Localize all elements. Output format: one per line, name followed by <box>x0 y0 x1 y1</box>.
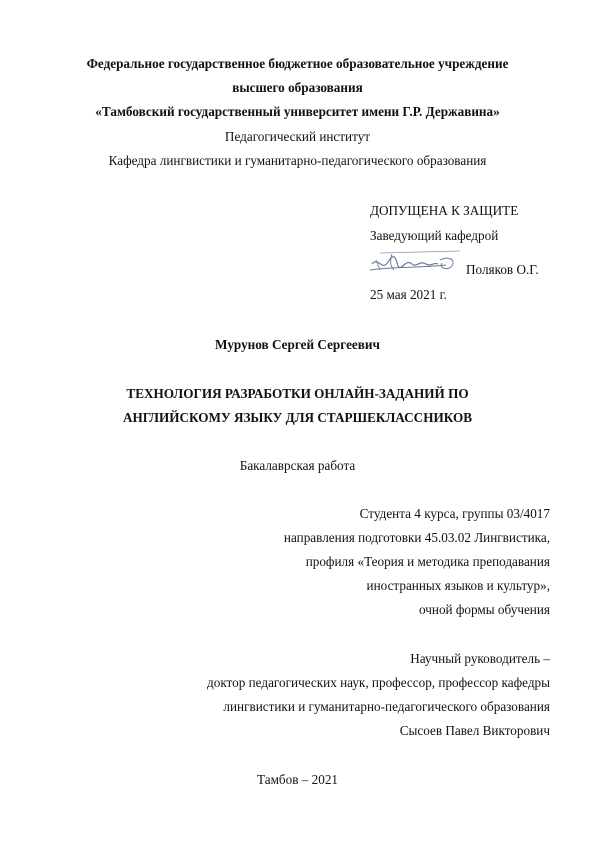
approval-date: 25 мая 2021 г. <box>370 287 447 302</box>
supervisor-line-2: доктор педагогических наук, профессор, профессор кафедры <box>207 675 550 690</box>
student-info-line-5: очной формы обучения <box>419 602 550 617</box>
handwritten-signature <box>368 250 464 278</box>
approval-signatory: Поляков О.Г. <box>466 262 539 277</box>
supervisor-name: Сысоев Павел Викторович <box>399 723 550 738</box>
institute-name: Педагогический институт <box>224 129 371 144</box>
university-header-line-1: Федеральное государственное бюджетное образовательное учреждение <box>86 56 509 71</box>
approval-status: ДОПУЩЕНА К ЗАЩИТЕ <box>370 203 519 218</box>
thesis-title-line-1: ТЕХНОЛОГИЯ РАЗРАБОТКИ ОНЛАЙН-ЗАДАНИЙ ПО <box>126 386 469 401</box>
student-info-line-2: направления подготовки 45.03.02 Лингвистика, <box>283 530 550 545</box>
university-name: «Тамбовский государственный университет имени Г.Р. Державина» <box>95 104 500 119</box>
student-info-line-4: иностранных языков и культур», <box>366 578 550 593</box>
student-info-line-3: профиля «Теория и методика преподавания <box>305 554 550 569</box>
student-info-line-1: Студента 4 курса, группы 03/4017 <box>359 506 550 521</box>
department-name: Кафедра лингвистики и гуманитарно-педагогического образования <box>108 153 487 168</box>
supervisor-line-3: лингвистики и гуманитарно-педагогического образования <box>223 699 550 714</box>
city-year: Тамбов – 2021 <box>256 772 339 787</box>
work-type: Бакалаврская работа <box>239 458 356 473</box>
thesis-title-line-2: АНГЛИЙСКОМУ ЯЗЫКУ ДЛЯ СТАРШЕКЛАССНИКОВ <box>122 410 472 425</box>
approval-role: Заведующий кафедрой <box>370 228 499 243</box>
university-header-line-2: высшего образования <box>232 80 363 95</box>
author-name: Мурунов Сергей Сергеевич <box>215 337 380 352</box>
supervisor-line-1: Научный руководитель – <box>410 651 550 666</box>
